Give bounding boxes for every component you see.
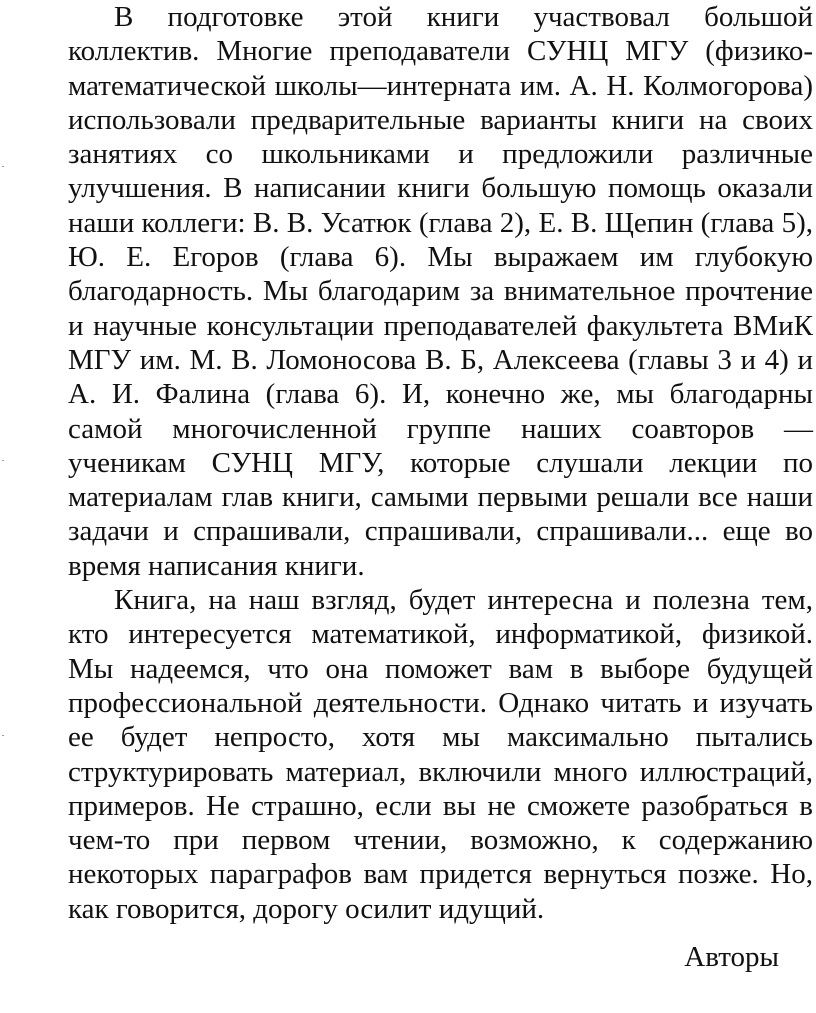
margin-mark [2, 460, 4, 461]
paragraph-audience: Книга, на наш взгляд, будет интересна и полезна тем, кто интересуется математикой, информатикой, физикой. Мы надеемся, что она поможет вам в выборе будущей профессиональной деятельности. Однако читать и изучать ее будет непросто, хотя мы максимально пытались структурировать материал, включили много иллюстраций, примеров. Не страшно, если вы не сможете разобраться в чем-то при первом чтении, возможно, к содержанию некоторых параграфов вам придется вернуться позже. Но, как говорится, дорогу осилит идущий. [68, 584, 813, 925]
margin-mark [2, 735, 4, 736]
margin-mark [2, 166, 4, 167]
paragraph-acknowledgements: В подготовке этой книги участвовал большой коллектив. Многие преподаватели СУНЦ МГУ (физико-математической школы—интерната им. А. Н. Колмогорова) использовали предварительные варианты книги на своих занятиях со школьниками и предложили различные улучшения. В написании книги большую помощь оказали наши коллеги: В. В. Усатюк (глава 2), Е. В. Щепин (глава 5), Ю. Е. Егоров (глава 6). Мы выражаем им глубокую благодарность. Мы благодарим за внимательное прочтение и научные консультации преподавателей факультета ВМиК МГУ им. М. В. Ломоносова В. Б, Алексеева (главы 3 и 4) и А. И. Фалина (глава 6). И, конечно же, мы благодарны самой многочисленной группе наших соавторов — ученикам СУНЦ МГУ, которые слушали лекции по материалам глав книги, самыми первыми решали все наши задачи и спрашивали, спрашивали, спрашивали... еще во время написания книги. [68, 1, 813, 582]
document-page [68, 0, 813, 974]
signature-authors: Авторы [684, 941, 779, 974]
